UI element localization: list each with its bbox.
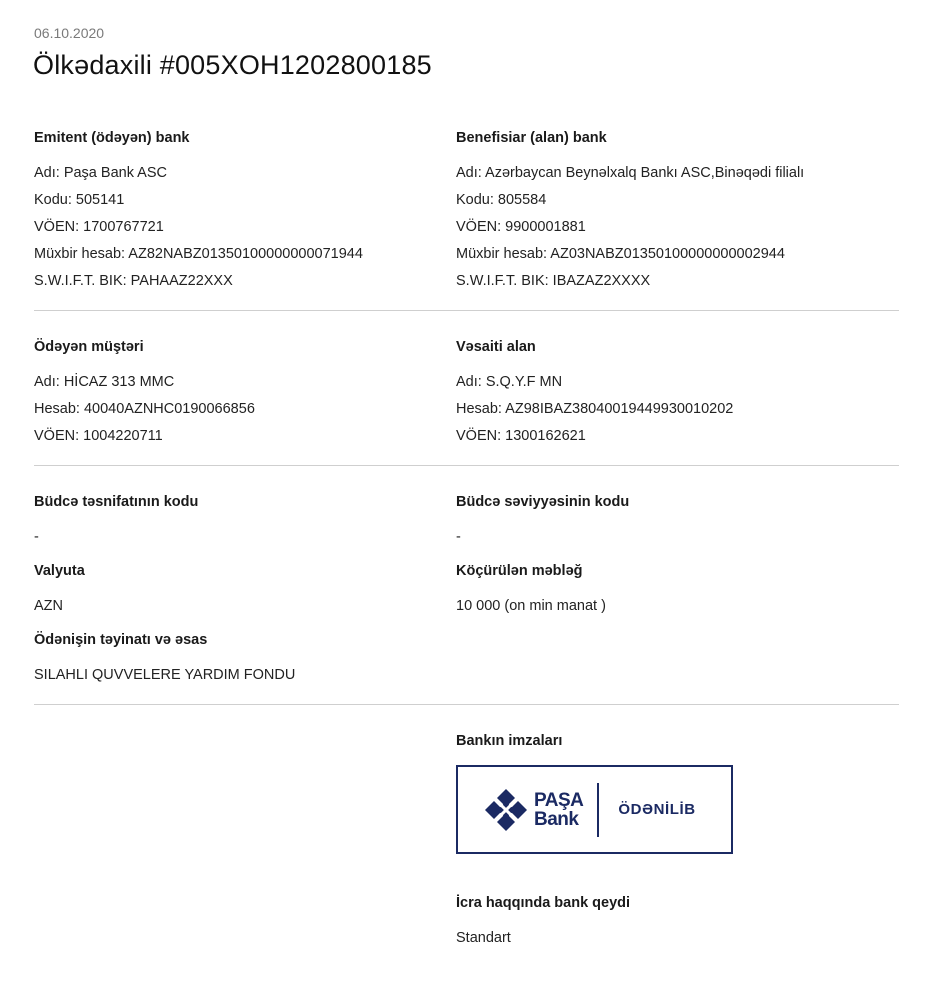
bank-note-section	[456, 894, 896, 952]
stamp-status: ÖDƏNİLİB	[618, 801, 696, 818]
pasha-bank-wordmark	[534, 791, 583, 829]
section-divider	[34, 465, 899, 466]
signatures-heading: Bankın imzaları	[456, 733, 563, 749]
recipient-heading: Vəsaiti alan	[456, 339, 536, 355]
amount-heading: Köçürülən məbləğ	[456, 563, 583, 579]
beneficiary-bank-swift: S.W.I.F.T. BIK: IBAZAZ2XXXX	[456, 273, 651, 289]
beneficiary-bank-tin: VÖEN: 9900001881	[456, 219, 586, 235]
page-title: Ölkədaxili #005XOH1202800185	[33, 50, 432, 80]
issuer-bank-section	[34, 129, 474, 295]
currency-heading: Valyuta	[34, 563, 85, 579]
pasha-bank-logo	[484, 788, 583, 832]
amount-section	[456, 562, 896, 620]
issuer-bank-name: Adı: Paşa Bank ASC	[34, 165, 167, 181]
beneficiary-bank-corr-account: Müxbir hesab: AZ03NABZ01350100000000002944	[456, 246, 785, 262]
payer-account: Hesab: 40040AZNHC0190066856	[34, 401, 255, 417]
stamp-brand-line1: PAŞA	[534, 789, 584, 811]
issuer-bank-swift: S.W.I.F.T. BIK: PAHAAZ22XXX	[34, 273, 233, 289]
issuer-bank-corr-account: Müxbir hesab: AZ82NABZ01350100000000071944	[34, 246, 363, 262]
beneficiary-bank-section	[456, 129, 896, 295]
payment-date: 06.10.2020	[34, 25, 105, 41]
issuer-bank-tin: VÖEN: 1700767721	[34, 219, 164, 235]
purpose-section	[34, 631, 474, 689]
signatures-section	[456, 732, 896, 750]
bank-note-heading: İcra haqqında bank qeydi	[456, 895, 631, 911]
beneficiary-bank-code: Kodu: 805584	[456, 192, 547, 208]
budget-level-value: -	[456, 529, 461, 545]
payer-section	[34, 338, 474, 450]
currency-section	[34, 562, 474, 620]
payer-name: Adı: HİCAZ 313 MMC	[34, 374, 175, 390]
recipient-tin: VÖEN: 1300162621	[456, 428, 586, 444]
budget-class-value: -	[34, 529, 39, 545]
bank-note-value: Standart	[456, 930, 511, 946]
payer-heading: Ödəyən müştəri	[34, 339, 144, 355]
recipient-name: Adı: S.Q.Y.F MN	[456, 374, 563, 390]
stamp-separator	[597, 783, 599, 837]
amount-value: 10 000 (on min manat )	[456, 598, 606, 614]
budget-level-section	[456, 493, 896, 551]
paid-stamp	[456, 765, 733, 854]
beneficiary-bank-name: Adı: Azərbaycan Beynəlxalq Bankı ASC,Binəqədi filialı	[456, 165, 805, 181]
currency-value: AZN	[34, 598, 63, 614]
issuer-bank-code: Kodu: 505141	[34, 192, 125, 208]
budget-class-heading: Büdcə təsnifatının kodu	[34, 494, 199, 510]
section-divider	[34, 704, 899, 705]
recipient-section	[456, 338, 896, 450]
recipient-account: Hesab: AZ98IBAZ38040019449930010202	[456, 401, 734, 417]
purpose-heading: Ödənişin təyinatı və əsas	[34, 632, 208, 648]
budget-class-section	[34, 493, 474, 551]
purpose-value: SILAHLI QUVVELERE YARDIM FONDU	[34, 667, 296, 683]
pasha-bank-emblem-icon	[484, 788, 528, 832]
stamp-brand-line2: Bank	[534, 808, 579, 830]
payer-tin: VÖEN: 1004220711	[34, 428, 163, 444]
budget-level-heading: Büdcə səviyyəsinin kodu	[456, 494, 630, 510]
section-divider	[34, 310, 899, 311]
beneficiary-bank-heading: Benefisiar (alan) bank	[456, 130, 607, 146]
issuer-bank-heading: Emitent (ödəyən) bank	[34, 130, 190, 146]
